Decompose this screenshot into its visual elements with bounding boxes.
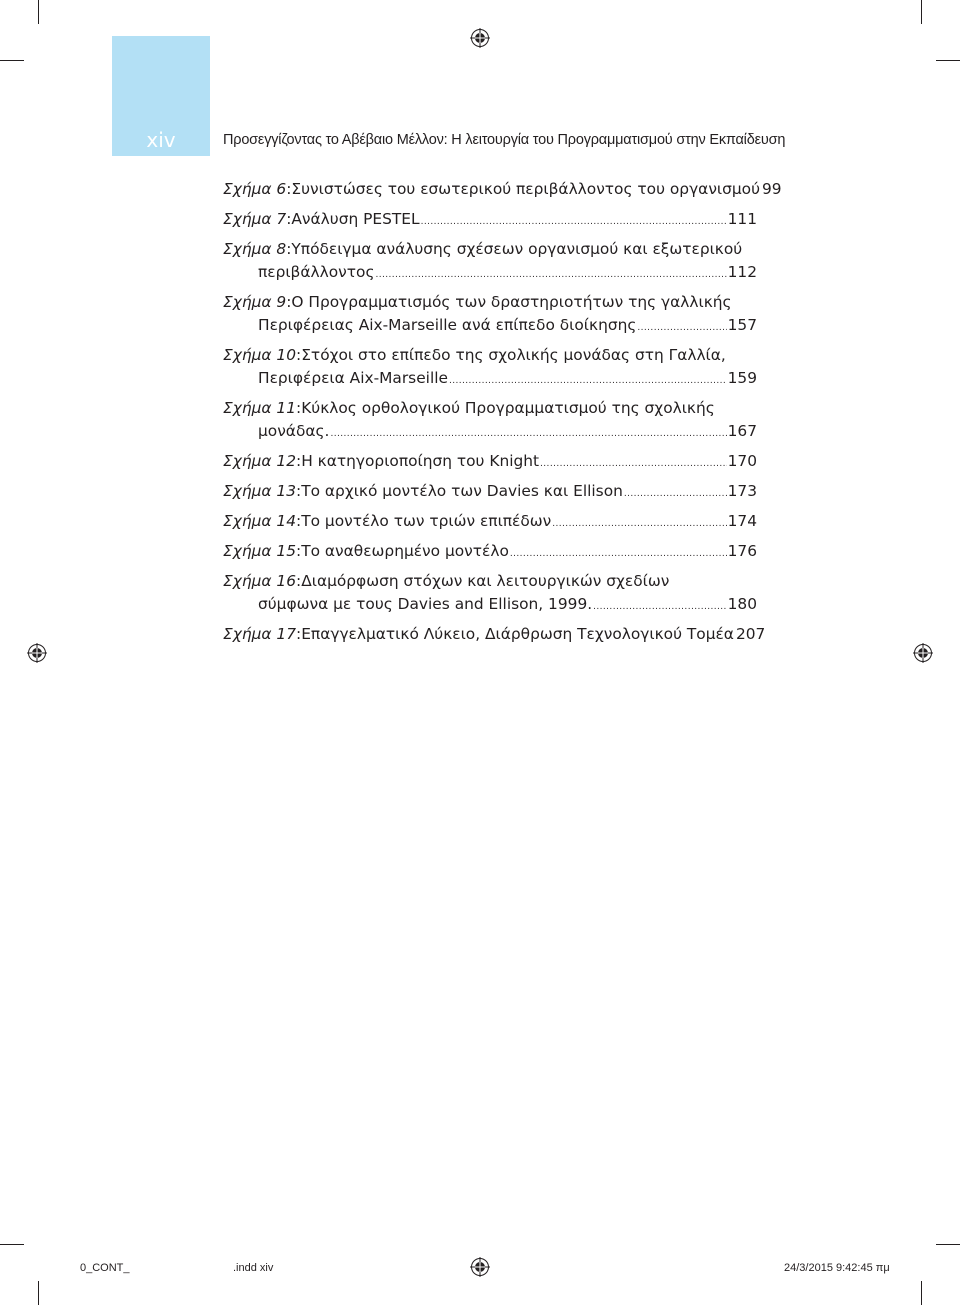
figure-label: Σχήμα 6 [223, 180, 287, 198]
figure-title: Συνιστώσες του εσωτερικού περιβάλλοντος του οργανισμού [291, 180, 760, 198]
figure-label: Σχήμα 16 [223, 572, 297, 590]
figure-label: Σχήμα 8 [223, 240, 287, 258]
figure-title-continued: περιβάλλοντος [258, 263, 375, 281]
dot-leader [330, 430, 726, 439]
toc-entry: Σχήμα 11 : Κύκλος ορθολογικού Προγραμματισμού της σχολικής μονάδας. ..... 167 [223, 397, 757, 443]
page-ref: 99 [762, 180, 782, 198]
figure-title-continued: Περιφέρειας Aix-Marseille ανά επίπεδο διοίκησης [258, 316, 637, 334]
figure-label: Σχήμα 17 [223, 625, 297, 643]
figure-title: Στόχοι στο επίπεδο της σχολικής μονάδας στη Γαλλία, [301, 346, 726, 364]
page-number: xiv [146, 128, 176, 152]
running-head: Προσεγγίζοντας το Αβέβαιο Μέλλον: Η λειτουργία του Προγραμματισμού στην Εκπαίδευση [223, 132, 786, 148]
toc-entry: Σχήμα 12 : Η κατηγοριοποίηση του Knight ..... 170 [223, 450, 757, 473]
figure-title: Υπόδειγμα ανάλυσης σχέσεων οργανισμού και εξωτερικού [291, 240, 743, 258]
figure-label: Σχήμα 10 [223, 346, 297, 364]
figure-label: Σχήμα 11 [223, 399, 297, 417]
dot-leader [540, 460, 727, 469]
registration-mark-icon [913, 643, 933, 663]
toc-entry: Σχήμα 16 : Διαμόρφωση στόχων και λειτουργικών σχεδίων σύμφωνα με τους Davies and Ellison, 1999. ..... 180 [223, 570, 757, 616]
page-ref: 112 [727, 263, 757, 281]
figure-title-continued: Περιφέρεια Aix-Marseille [258, 369, 448, 387]
slug-filename: 0_CONT_ [80, 1262, 130, 1274]
registration-mark-icon [27, 643, 47, 663]
page-ref: 207 [735, 625, 766, 643]
figure-title: Διαμόρφωση στόχων και λειτουργικών σχεδίων [301, 572, 670, 590]
toc-entry: Σχήμα 14 : Το μοντέλο των τριών επιπέδων ..... 174 [223, 510, 757, 533]
figure-label: Σχήμα 7 [223, 210, 287, 228]
figure-list [223, 178, 782, 646]
dot-leader [510, 550, 727, 559]
toc-entry: Σχήμα 17 : Επαγγελματικό Λύκειο, Διάρθρωση Τεχνολογικού Τομέα 207 [223, 623, 757, 646]
figure-title: Ο Προγραμματισμός των δραστηριοτήτων της γαλλικής [291, 293, 732, 311]
dot-leader [637, 324, 726, 333]
crop-mark [0, 60, 24, 61]
page-ref: 167 [727, 422, 757, 440]
figure-title-continued: σύμφωνα με τους Davies and Ellison, 1999. [258, 595, 593, 613]
dot-leader [421, 218, 727, 227]
figure-title: Επαγγελματικό Λύκειο, Διάρθρωση Τεχνολογικού Τομέα [301, 625, 734, 643]
page-ref: 170 [727, 452, 757, 470]
dot-leader [449, 377, 727, 386]
toc-entry: Σχήμα 15 : Το αναθεωρημένο μοντέλο ..... 176 [223, 540, 757, 563]
figure-title: Κύκλος ορθολογικού Προγραμματισμού της σχολικής [301, 399, 715, 417]
slug-timestamp: 24/3/2015 9:42:45 πμ [784, 1262, 890, 1274]
page-ref: 157 [727, 316, 757, 334]
figure-title: Η κατηγοριοποίηση του Knight [301, 452, 540, 470]
toc-entry: Σχήμα 7 : Ανάλυση PESTEL ..... 111 [223, 208, 757, 231]
dot-leader [593, 603, 726, 612]
page-ref: 159 [727, 369, 757, 387]
toc-entry: Σχήμα 8 : Υπόδειγμα ανάλυσης σχέσεων οργανισμού και εξωτερικού περιβάλλοντος ..... 112 [223, 238, 757, 284]
registration-mark-icon [470, 28, 490, 48]
figure-label: Σχήμα 14 [223, 512, 297, 530]
figure-title: Το μοντέλο των τριών επιπέδων [301, 512, 552, 530]
page-ref: 180 [727, 595, 757, 613]
crop-mark [921, 1281, 922, 1305]
figure-label: Σχήμα 15 [223, 542, 297, 560]
page-ref: 176 [727, 542, 757, 560]
figure-title-continued: μονάδας. [258, 422, 330, 440]
dot-leader [624, 490, 727, 499]
figure-label: Σχήμα 9 [223, 293, 287, 311]
toc-entry: Σχήμα 6 : Συνιστώσες του εσωτερικού περιβάλλοντος του οργανισμού 99 [223, 178, 757, 201]
page-ref: 173 [727, 482, 757, 500]
toc-entry: Σχήμα 10 : Στόχοι στο επίπεδο της σχολικής μονάδας στη Γαλλία, Περιφέρεια Aix-Marseille ..... 159 [223, 344, 757, 390]
figure-title: Ανάλυση PESTEL [291, 210, 420, 228]
crop-mark [921, 0, 922, 24]
figure-title: Το αρχικό μοντέλο των Davies και Ellison [301, 482, 623, 500]
crop-mark [38, 0, 39, 24]
slug-extension: .indd xiv [233, 1262, 274, 1274]
figure-label: Σχήμα 12 [223, 452, 297, 470]
crop-mark [936, 60, 960, 61]
registration-mark-icon [470, 1257, 490, 1277]
crop-mark [38, 1281, 39, 1305]
page-ref: 174 [727, 512, 757, 530]
page-ref: 111 [727, 210, 757, 228]
crop-mark [936, 1244, 960, 1245]
figure-title: Το αναθεωρημένο μοντέλο [301, 542, 509, 560]
crop-mark [0, 1244, 24, 1245]
dot-leader [375, 271, 726, 280]
toc-entry: Σχήμα 9 : Ο Προγραμματισμός των δραστηριοτήτων της γαλλικής Περιφέρειας Aix-Marseille ανά επίπεδο διοίκησης ..... 157 [223, 291, 757, 337]
figure-label: Σχήμα 13 [223, 482, 297, 500]
dot-leader [552, 520, 726, 529]
toc-entry: Σχήμα 13 : Το αρχικό μοντέλο των Davies και Ellison ..... 173 [223, 480, 757, 503]
